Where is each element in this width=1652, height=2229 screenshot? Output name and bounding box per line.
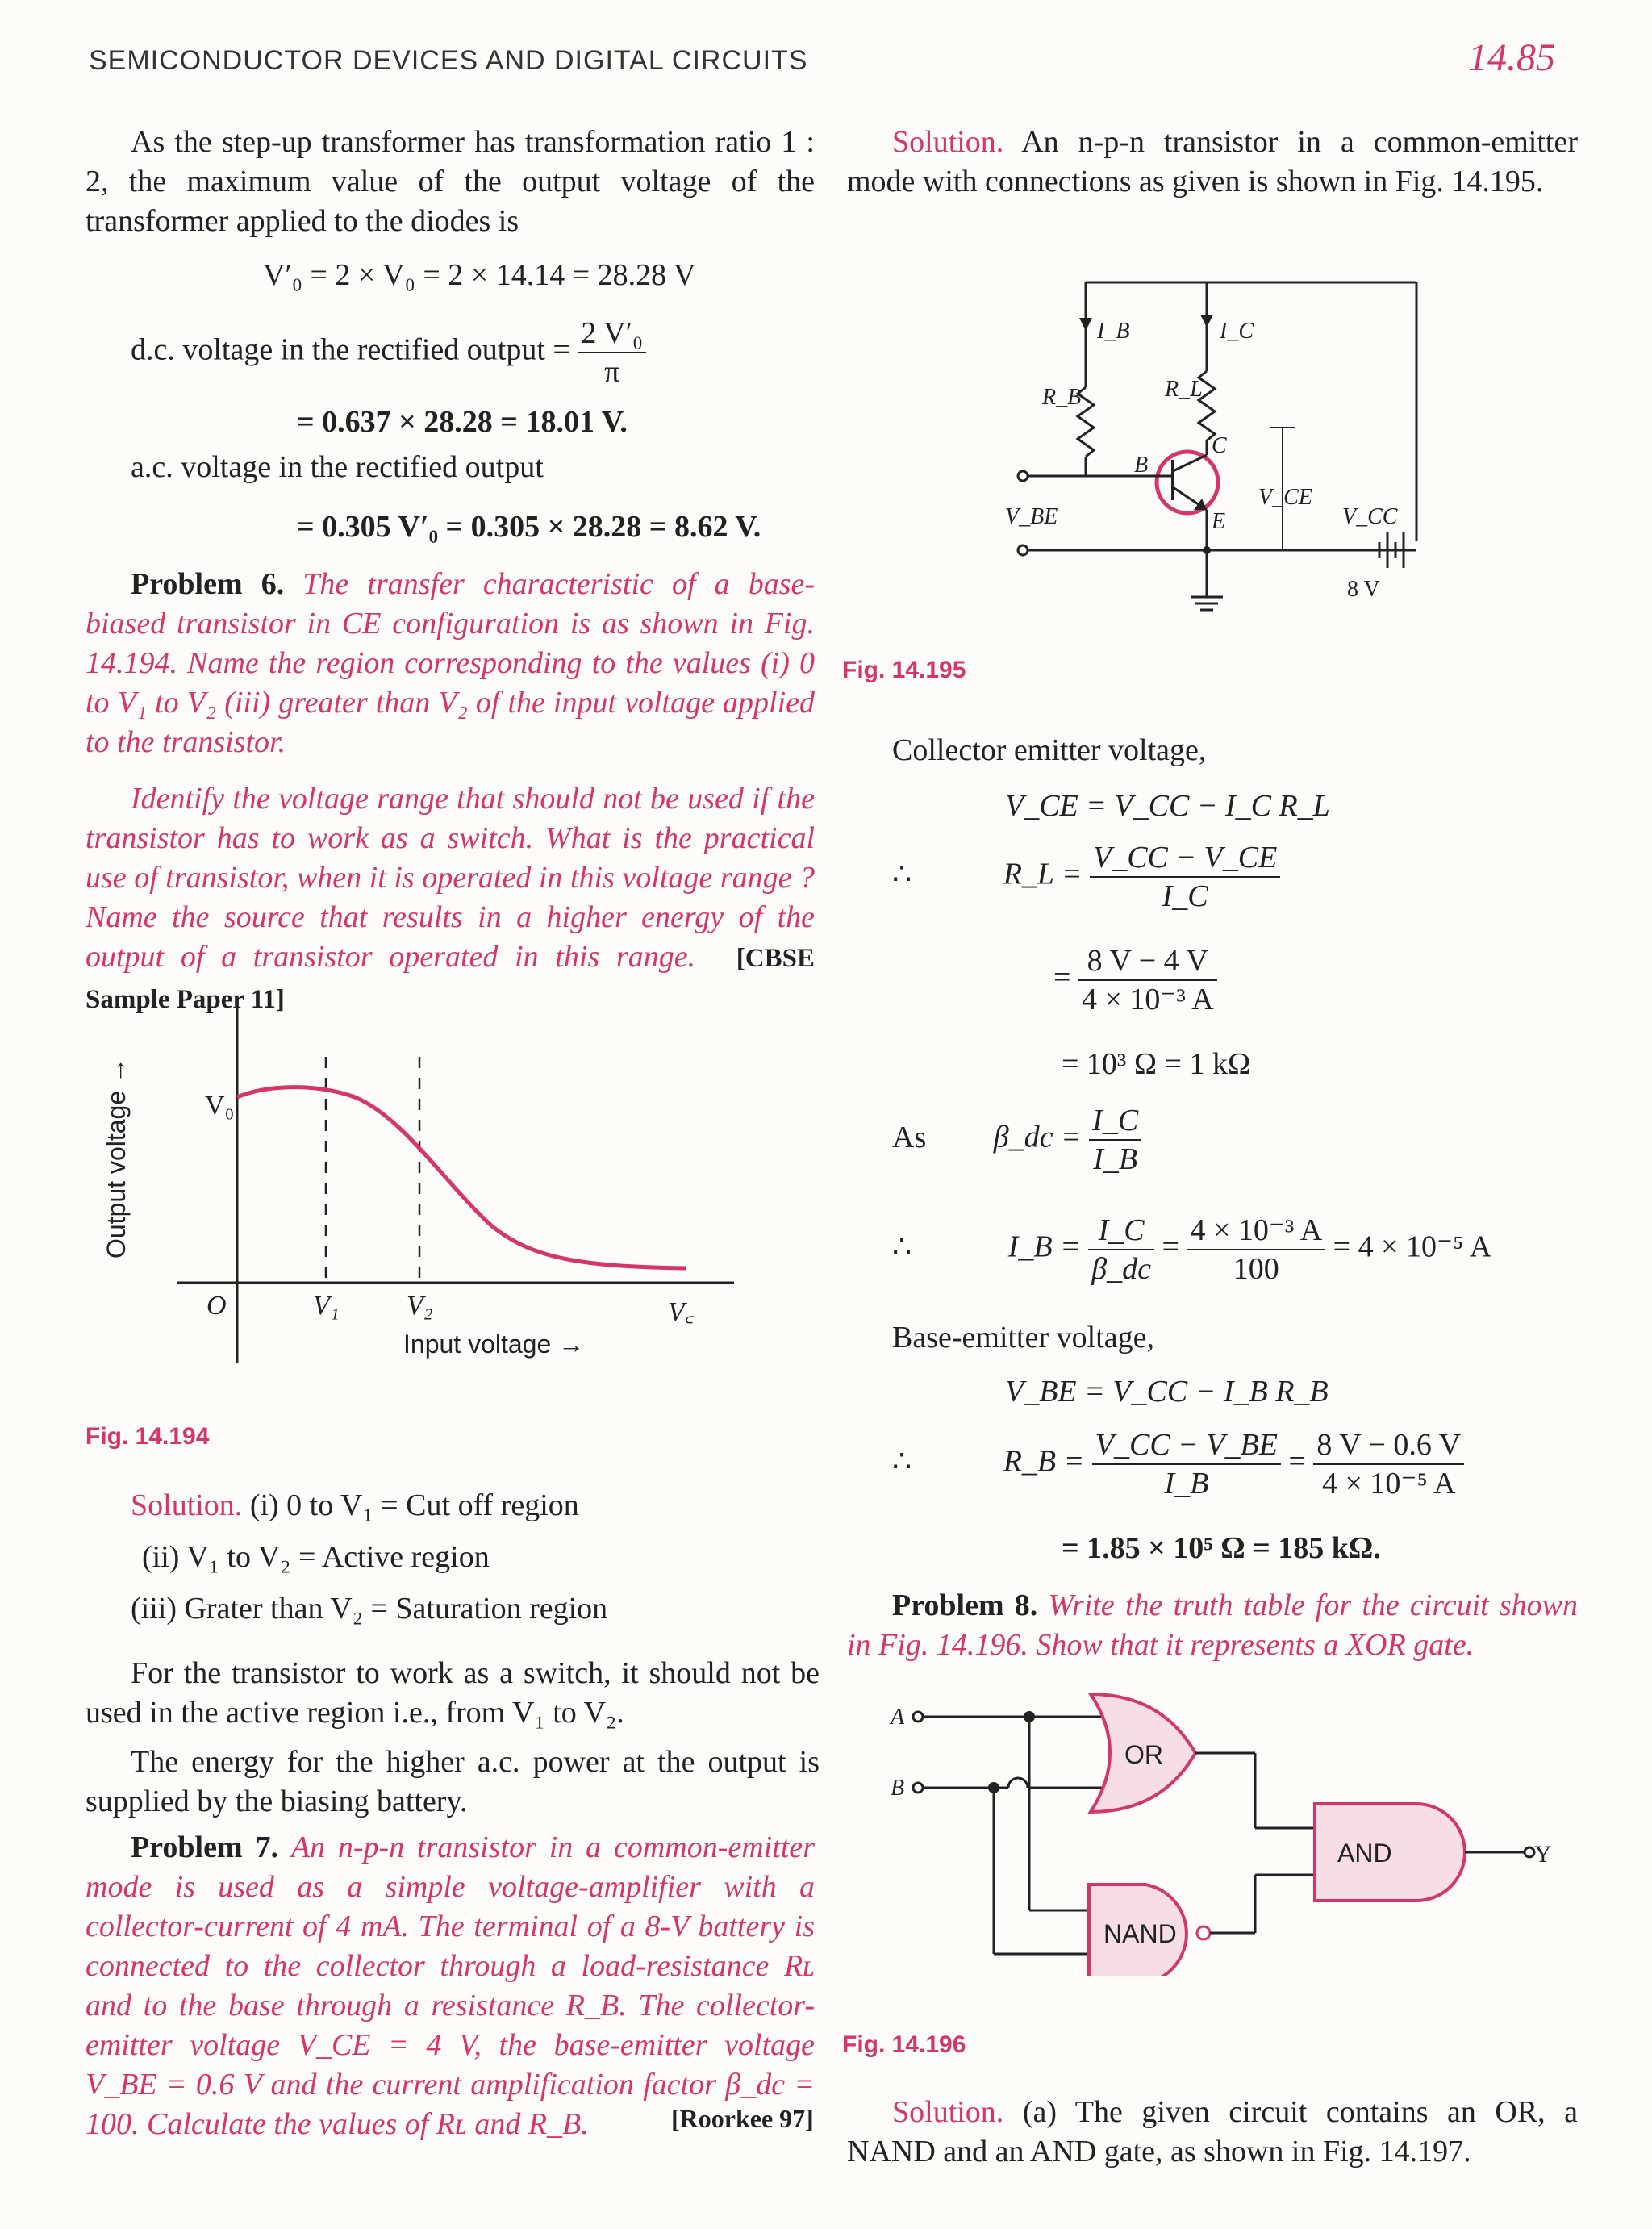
beta-numerator: I_C bbox=[1089, 1102, 1141, 1141]
label-e: E bbox=[1212, 509, 1226, 534]
label-battery: 8 V bbox=[1347, 577, 1380, 602]
problem-7-reference: [Roorkee 97] bbox=[671, 2104, 814, 2133]
ib-den-2: 100 bbox=[1233, 1252, 1279, 1286]
label-rl: R_L bbox=[1165, 377, 1203, 402]
problem-7-text: An n-p-n transistor in a common-emitter mode is used as a simple voltage-amplifier with a collector-current of 4 mA. The terminal of a 8-V battery is connected to the collector through a load-resistance Rʟ and to the base through a resistance R_B. The collector-emitter voltage V_CE = 4 V, the base-emitter voltage V_BE = 0.6 V and the current amplification factor β_dc = 100. Calculate the values of Rʟ and R_B. bbox=[86, 1830, 815, 2141]
dc-result: = 0.637 × 28.28 = 18.01 V. bbox=[297, 405, 628, 439]
figure-14-195-caption: Fig. 14.195 bbox=[842, 657, 966, 683]
beta-fraction bbox=[1089, 1102, 1141, 1178]
rb-den-1: I_B bbox=[1164, 1467, 1209, 1501]
dc-voltage-equation bbox=[131, 315, 646, 390]
rb-num-2: 8 V − 0.6 V bbox=[1313, 1426, 1464, 1465]
therefore-symbol-3: ∴ bbox=[892, 1444, 912, 1479]
label-ib: I_B bbox=[1097, 319, 1130, 344]
ib-result: = 4 × 10⁻⁵ A bbox=[1333, 1229, 1492, 1264]
problem-8 bbox=[847, 1586, 1578, 1665]
label-v2: V₂ bbox=[407, 1291, 433, 1321]
problem-7 bbox=[86, 1828, 815, 2144]
problem-6-label: Problem 6. bbox=[131, 567, 285, 601]
label-v0: V₀ bbox=[205, 1091, 235, 1121]
solution-iii: (iii) Grater than V₂ = Saturation region bbox=[131, 1592, 608, 1626]
output-y-label: Y bbox=[1534, 1841, 1552, 1868]
beta-lhs: β_dc = bbox=[993, 1120, 1082, 1154]
rl-result: = 10³ Ω = 1 kΩ bbox=[1062, 1047, 1251, 1081]
ac-voltage-label: a.c. voltage in the rectified output bbox=[131, 450, 544, 484]
rb-fraction-2 bbox=[1313, 1426, 1464, 1502]
dc-numerator: 2 V′₀ bbox=[578, 315, 646, 353]
equation-v0-prime: V′₀ = 2 × V₀ = 2 × 14.14 = 28.28 V bbox=[263, 258, 696, 292]
solution-8-label: Solution. bbox=[892, 2095, 1004, 2129]
input-a-label: A bbox=[891, 1705, 905, 1730]
switch-paragraph: For the transistor to work as a switch, it should not be used in the active region i.e., from V₁ to V₂. bbox=[86, 1656, 820, 1730]
label-vcc: V_CC bbox=[1342, 504, 1398, 529]
label-origin: O bbox=[206, 1291, 227, 1321]
running-title: SEMICONDUCTOR DEVICES AND DIGITAL CIRCUITS bbox=[89, 45, 808, 76]
therefore-symbol-2: ∴ bbox=[892, 1229, 912, 1264]
solution-ii: (ii) V₁ to V₂ = Active region bbox=[142, 1540, 490, 1574]
rl-numerator: V_CC − V_CE bbox=[1090, 839, 1280, 878]
dc-fraction bbox=[578, 315, 646, 390]
label-v1: V₁ bbox=[313, 1291, 340, 1321]
problem-6-text2: Identify the voltage range that should not be used if the transistor has to work as a switch. What is the practical use of transistor, when it is operated in this voltage range ? Name the source that results in a higher energy of the output of a transistor operated in this range. bbox=[86, 782, 815, 974]
beta-denominator: I_B bbox=[1093, 1142, 1138, 1176]
rl-sub-fraction bbox=[1078, 942, 1217, 1018]
rb-den-2: 4 × 10⁻⁵ A bbox=[1321, 1467, 1456, 1501]
intro-paragraph: As the step-up transformer has transformation ratio 1 : 2, the maximum value of the output voltage of the transformer applied to the diodes is bbox=[86, 125, 815, 238]
ib-den-1: β_dc bbox=[1091, 1252, 1151, 1286]
label-vce: V_CE bbox=[1258, 485, 1312, 510]
label-rb: R_B bbox=[1042, 385, 1082, 410]
solution-8-intro bbox=[847, 2093, 1578, 2172]
problem-8-label: Problem 8. bbox=[892, 1588, 1038, 1622]
rb-result: = 1.85 × 10⁵ Ω = 185 kΩ. bbox=[1062, 1531, 1381, 1565]
rb-fraction-1 bbox=[1092, 1426, 1281, 1502]
solution-7-intro bbox=[847, 123, 1578, 202]
ce-label: Collector emitter voltage, bbox=[892, 733, 1207, 767]
rb-num-1: V_CC − V_BE bbox=[1092, 1426, 1281, 1465]
rl-denominator: I_C bbox=[1162, 879, 1208, 913]
or-gate-label: OR bbox=[1124, 1740, 1163, 1769]
problem-6-part2 bbox=[86, 779, 815, 1020]
input-b-label: B bbox=[891, 1776, 905, 1801]
ib-equation: ∴ I_B = $\frac{I\_C}{\beta\_dc}$ = $\frac{\text{4 × 10⁻³ A}}{100}$ = 4 × 10⁻⁵ A bbox=[892, 1213, 1492, 1286]
problem-6 bbox=[86, 565, 815, 762]
solution-8-text: (a) The given circuit contains an OR, a NAND and an AND gate, as shown in Fig. 14.197. bbox=[847, 2095, 1578, 2168]
rl-fraction bbox=[1090, 839, 1280, 915]
rl-equation bbox=[892, 839, 1280, 915]
rb-equation: ∴ R_B = $\frac{V\_CC - V\_BE}{I\_B}$ = $\frac{8 V - 0.6 V}{\text{4 × 10⁻⁵ A}}$ bbox=[892, 1426, 1464, 1502]
transfer-curve bbox=[237, 1087, 686, 1268]
input-voltage-axis-label: Input voltage → bbox=[403, 1329, 585, 1359]
label-vc: V꜀ bbox=[668, 1297, 695, 1327]
output-voltage-axis-label: Output voltage → bbox=[102, 1057, 131, 1259]
ac-result: = 0.305 V′₀ = 0.305 × 28.28 = 8.62 V. bbox=[297, 510, 761, 544]
solution-6-line1 bbox=[131, 1486, 808, 1526]
problem-6-text: The transfer characteristic of a base-biased transistor in CE configuration is as shown in Fig. 14.194. Name the region corresponding to the values (i) 0 to V₁ to V₂ (iii) greater than V₂ of the input voltage applied to the transistor. bbox=[86, 567, 816, 759]
label-b: B bbox=[1134, 453, 1149, 478]
rl-lhs: R_L = bbox=[1003, 857, 1083, 891]
problem-6-reference: [CBSE Sample Paper 11] bbox=[86, 944, 815, 1014]
ce-equation: V_CE = V_CC − I_C R_L bbox=[1005, 789, 1330, 823]
be-label: Base-emitter voltage, bbox=[892, 1321, 1154, 1355]
label-vbe: V_BE bbox=[1005, 504, 1058, 529]
ib-lhs: I_B = bbox=[1007, 1229, 1081, 1264]
and-gate-label: AND bbox=[1337, 1839, 1392, 1868]
solution-7-text: An n-p-n transistor in a common-emitter mode with connections as given is shown in Fig. 14.195. bbox=[847, 125, 1578, 198]
be-equation: V_BE = V_CC − I_B R_B bbox=[1005, 1375, 1329, 1409]
rb-lhs: R_B = bbox=[1003, 1444, 1085, 1479]
transistor-symbol bbox=[1157, 452, 1218, 513]
figure-14-196-caption: Fig. 14.196 bbox=[842, 2031, 966, 2058]
ib-num-2: 4 × 10⁻³ A bbox=[1187, 1212, 1325, 1250]
rl-sub-denominator: 4 × 10⁻³ A bbox=[1081, 983, 1214, 1016]
figure-14-196 bbox=[887, 1686, 1549, 1976]
beta-equation bbox=[892, 1102, 1141, 1178]
figure-14-194 bbox=[153, 1008, 750, 1363]
ib-fraction-2 bbox=[1187, 1212, 1325, 1288]
problem-7-label: Problem 7. bbox=[131, 1830, 278, 1864]
solution-label: Solution. bbox=[131, 1488, 243, 1522]
dc-voltage-label: d.c. voltage in the rectified output = bbox=[131, 332, 570, 367]
figure-14-194-caption: Fig. 14.194 bbox=[86, 1423, 210, 1450]
energy-paragraph: The energy for the higher a.c. power at the output is supplied by the biasing battery. bbox=[86, 1745, 820, 1818]
as-label: As bbox=[892, 1120, 927, 1154]
page-number: 14.85 bbox=[1468, 36, 1555, 79]
ib-fraction-1 bbox=[1088, 1212, 1154, 1288]
ib-num-1: I_C bbox=[1088, 1212, 1154, 1250]
solution-7-label: Solution. bbox=[892, 125, 1004, 159]
label-ic: I_C bbox=[1220, 319, 1254, 344]
rl-substitution: = $\frac{8 V - 4 V}{\text{4 × 10⁻³ A}}$ bbox=[1053, 942, 1217, 1018]
rl-sub-numerator: 8 V − 4 V bbox=[1078, 942, 1217, 981]
solution-i: (i) 0 to V₁ = Cut off region bbox=[249, 1488, 579, 1522]
label-c: C bbox=[1212, 433, 1227, 458]
dc-denominator: π bbox=[604, 355, 620, 389]
therefore-symbol: ∴ bbox=[892, 857, 912, 891]
problem-8-text: Write the truth table for the circuit shown in Fig. 14.196. Show that it represents a XOR gate. bbox=[847, 1588, 1579, 1662]
nand-gate-label: NAND bbox=[1103, 1919, 1177, 1948]
